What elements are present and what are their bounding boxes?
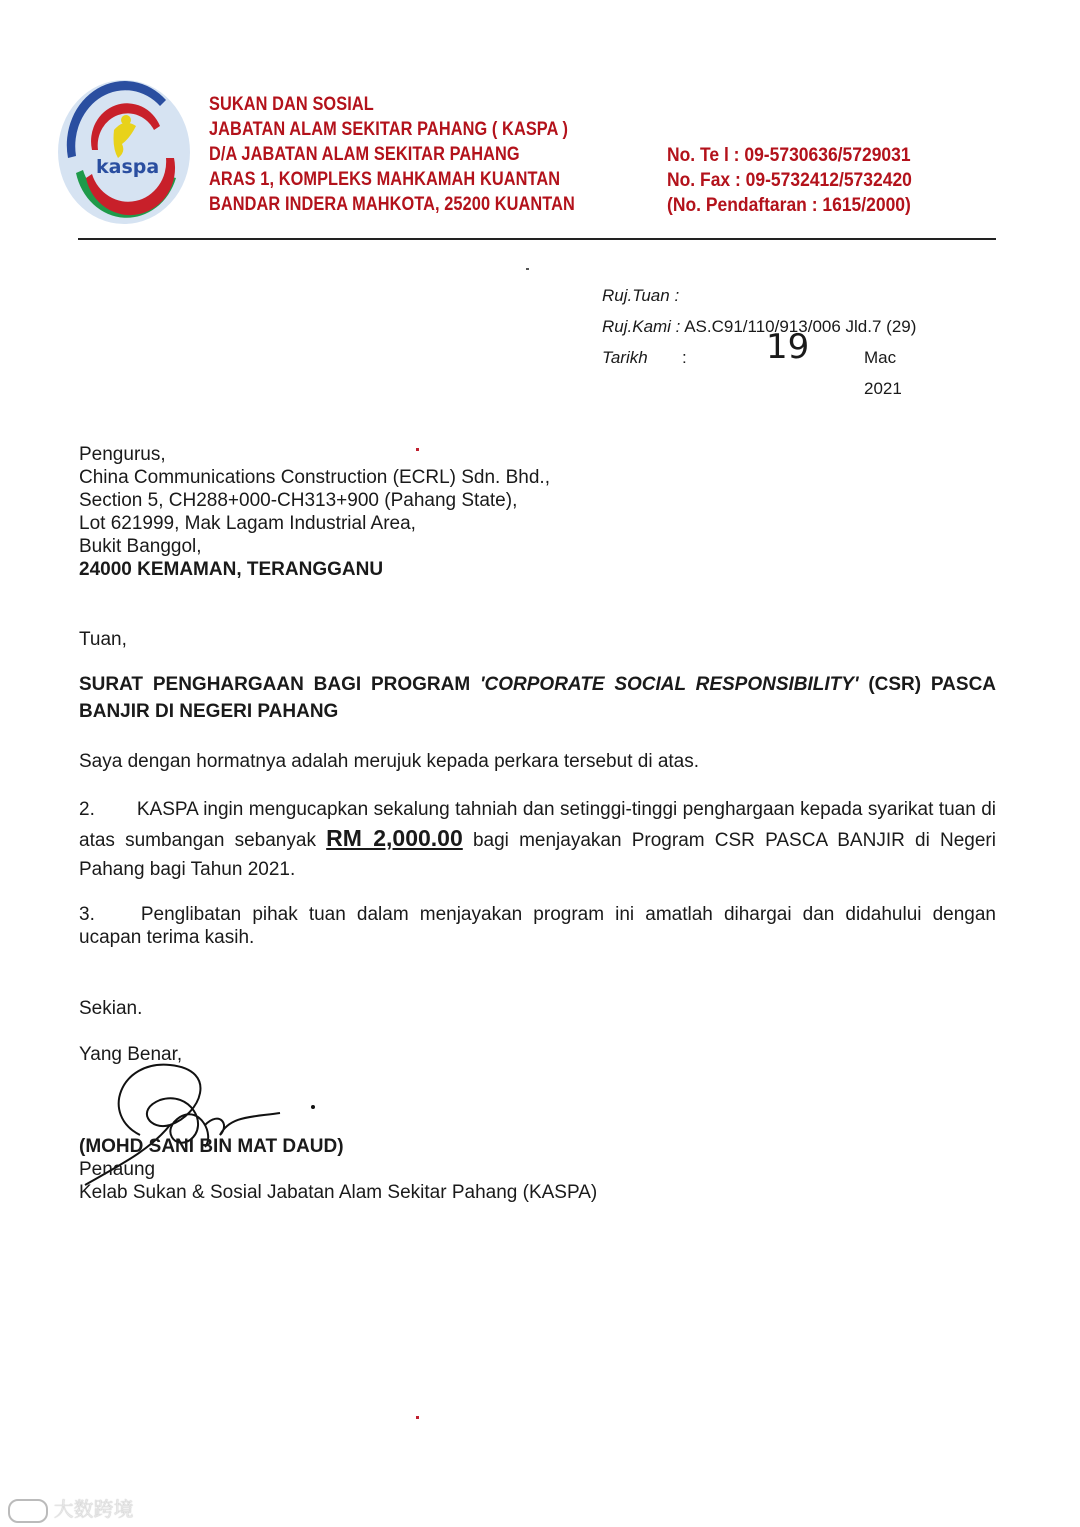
recipient-address: [79, 443, 550, 581]
salutation: Tuan,: [79, 629, 127, 650]
signatory-title: Penaung: [79, 1159, 156, 1180]
address-line: Lot 621999, Mak Lagam Industrial Area,: [79, 513, 416, 534]
organisation-address: [209, 92, 575, 217]
watermark-icon: [8, 1499, 48, 1523]
ruj-kami-value: AS.C91/110/913/006 Jld.7 (29): [684, 317, 917, 336]
intro-paragraph: Saya dengan hormatnya adalah merujuk kepada perkara tersebut di atas.: [79, 751, 700, 772]
p2-text-after: bagi menjayakan Program CSR PASCA BANJIR di Negeri Pahang bagi Tahun 2021.: [79, 830, 996, 880]
address-line: Pengurus,: [79, 444, 166, 465]
kaspa-logo: [56, 78, 192, 226]
subject-italic: 'CORPORATE SOCIAL RESPONSIBILITY': [480, 674, 859, 695]
watermark: [8, 1493, 134, 1523]
watermark-text: 大数跨境: [53, 1499, 134, 1521]
registration-number: (No. Pendaftaran : 1615/2000): [667, 195, 911, 216]
subject-suffix: (CSR) PASCA BANJIR DI NEGERI PAHANG: [79, 674, 997, 722]
scan-speck: [416, 1416, 419, 1419]
org-line: ARAS 1, KOMPLEKS MAHKAMAH KUANTAN: [209, 169, 561, 190]
letterhead-divider: [78, 238, 996, 240]
tarikh-label: Tarikh: [602, 348, 648, 367]
paragraph-number: 3.: [79, 904, 95, 925]
org-line: BANDAR INDERA MAHKOTA, 25200 KUANTAN: [209, 194, 575, 215]
p2-text-before: KASPA ingin mengucapkan sekalung tahniah dan setinggi-tinggi penghargaan kepada syarikat tuan di atas sumbangan sebanyak: [79, 799, 996, 851]
contact-details: [667, 143, 912, 218]
fax: No. Fax : 09-5732412/5732420: [667, 170, 912, 191]
subject-prefix: SURAT PENGHARGAAN BAGI PROGRAM: [79, 674, 471, 695]
paragraph-2: [79, 795, 996, 884]
telephone: No. Te l : 09-5730636/5729031: [667, 145, 911, 166]
paragraph-3: [79, 903, 996, 949]
subject-heading: [79, 671, 996, 725]
scan-speck: [526, 268, 529, 270]
signatory-name: (MOHD SANI BIN MAT DAUD): [79, 1136, 344, 1157]
address-line: Bukit Banggol,: [79, 536, 202, 557]
paragraph-number: 2.: [79, 799, 95, 820]
yang-benar: Yang Benar,: [79, 1044, 183, 1065]
org-line: SUKAN DAN SOSIAL: [209, 94, 374, 115]
ruj-kami-label: Ruj.Kami :: [602, 317, 681, 336]
month-year: Mac 2021: [864, 348, 902, 398]
logo-text: kaspa: [96, 156, 160, 178]
address-line: China Communications Construction (ECRL) Sdn. Bhd.,: [79, 467, 550, 488]
reference-block: [602, 280, 917, 398]
kaspa-logo-graphic: [56, 78, 192, 226]
handwritten-day: 19: [766, 327, 810, 367]
org-line: JABATAN ALAM SEKITAR PAHANG ( KASPA ): [209, 119, 569, 140]
address-postcode-line: 24000 KEMAMAN, TERANGGANU: [79, 559, 384, 580]
tarikh-colon: :: [682, 348, 687, 367]
address-line: Section 5, CH288+000-CH313+900 (Pahang State),: [79, 490, 518, 511]
org-line: D/A JABATAN ALAM SEKITAR PAHANG: [209, 144, 520, 165]
signatory-organisation: Kelab Sukan & Sosial Jabatan Alam Sekitar Pahang (KASPA): [79, 1182, 598, 1203]
p3-text: Penglibatan pihak tuan dalam menjayakan program ini amatlah dihargai dan didahului dengan ucapan terima kasih.: [79, 904, 996, 948]
scan-speck: [416, 448, 419, 451]
donation-amount: RM 2,000.00: [326, 825, 463, 851]
sekian: Sekian.: [79, 998, 143, 1019]
ruj-tuan-label: Ruj.Tuan :: [602, 286, 680, 305]
